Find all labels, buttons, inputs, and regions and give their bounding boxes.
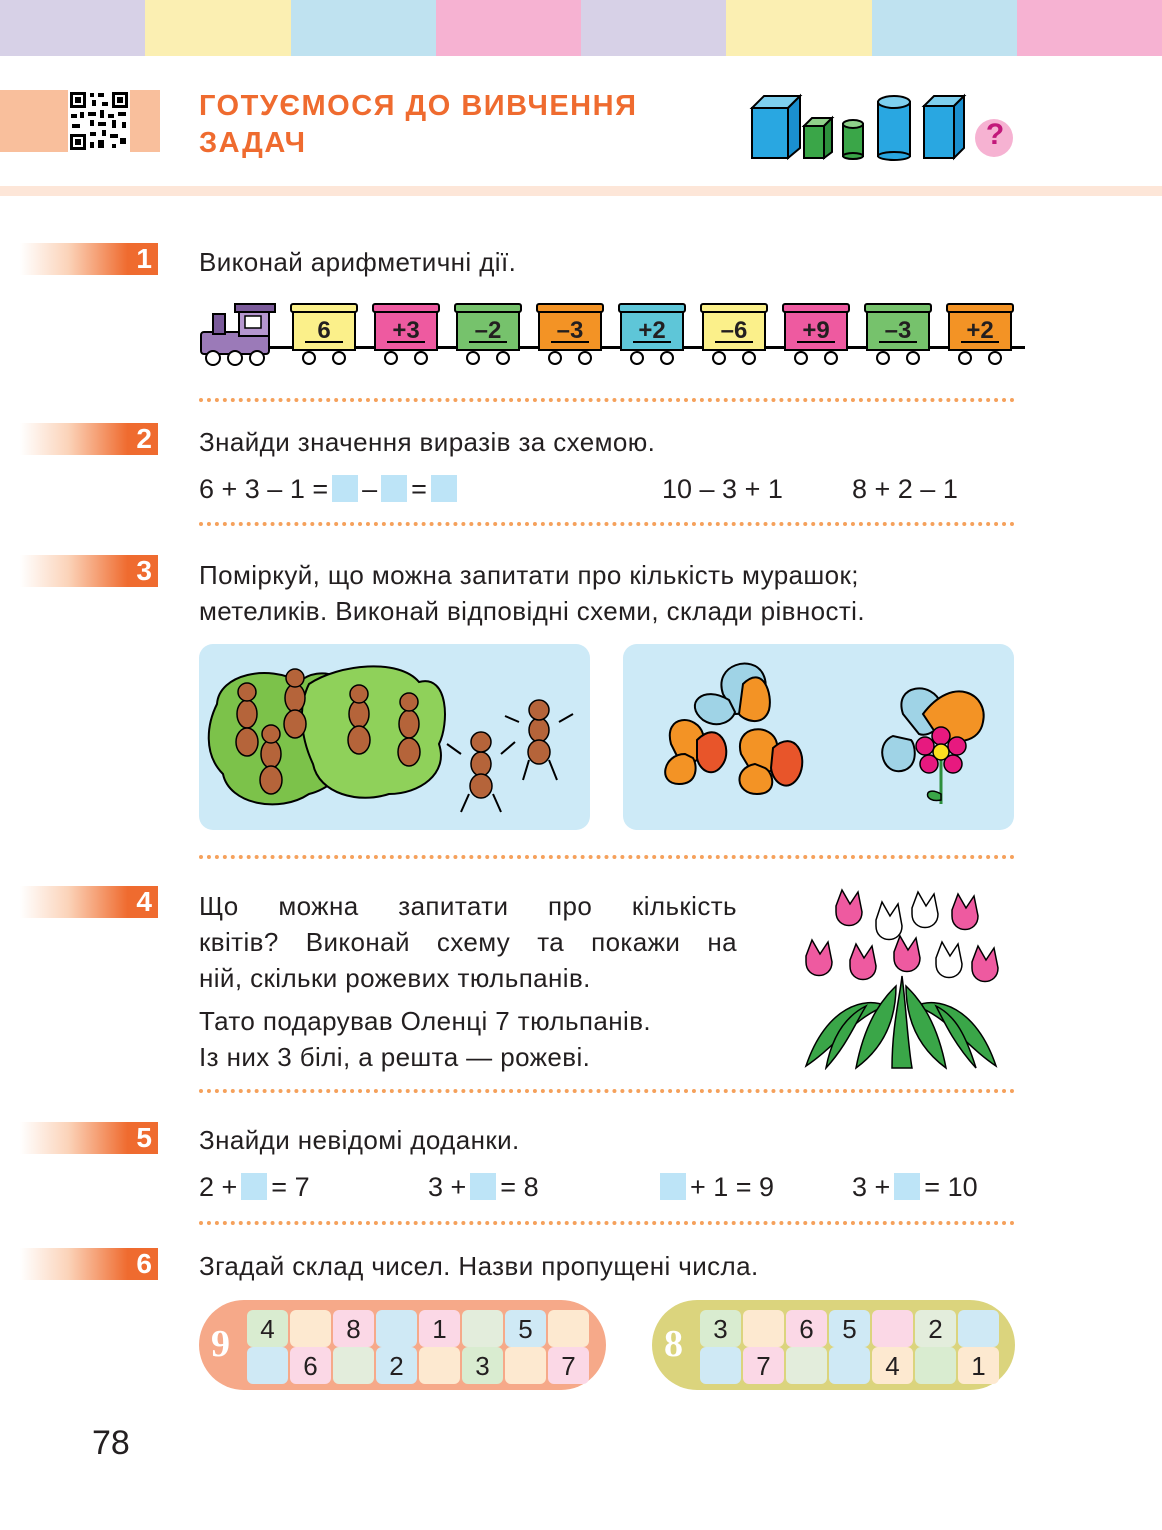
number-cell: 7 bbox=[743, 1347, 784, 1384]
task-3-text bbox=[199, 557, 1015, 629]
task-number-2: 2 bbox=[20, 423, 158, 455]
missing-number-cell[interactable] bbox=[247, 1347, 288, 1384]
page-number: 78 bbox=[92, 1424, 130, 1462]
answer-box[interactable] bbox=[431, 475, 457, 502]
equation-4 bbox=[852, 1170, 978, 1204]
strip-segment bbox=[436, 0, 581, 56]
locomotive-icon bbox=[199, 298, 289, 370]
train-wagon bbox=[367, 298, 451, 370]
equation-1-right: = 7 bbox=[271, 1172, 310, 1202]
missing-number-cell[interactable] bbox=[419, 1347, 460, 1384]
missing-number-cell[interactable] bbox=[376, 1310, 417, 1347]
task-4-line-5: Із них 3 білі, а решта — рожеві. bbox=[199, 1042, 591, 1072]
missing-number-cell[interactable] bbox=[462, 1310, 503, 1347]
strip-number: 8 bbox=[664, 1323, 683, 1365]
task-5-text: Знайди невідомі доданки. bbox=[199, 1125, 520, 1155]
dotted-divider bbox=[199, 1089, 1015, 1093]
header-divider bbox=[0, 186, 1162, 196]
train-wagon bbox=[285, 298, 369, 370]
number-cell: 6 bbox=[786, 1310, 827, 1347]
expression-2: 10 – 3 + 1 bbox=[662, 474, 783, 504]
task-4-line-2: квітів? Виконай схему та покажи на bbox=[199, 927, 737, 957]
minus-sign: – bbox=[362, 474, 378, 504]
task-3-line-2: метеликів. Виконай відповідні схеми, склади рівності. bbox=[199, 596, 865, 626]
number-cell: 1 bbox=[419, 1310, 460, 1347]
wagon-label: –6 bbox=[720, 317, 748, 344]
missing-number-cell[interactable] bbox=[872, 1310, 913, 1347]
strip-segment bbox=[0, 0, 145, 56]
number-cell: 3 bbox=[462, 1347, 503, 1384]
tulips-illustration bbox=[796, 886, 1008, 1070]
butterflies-illustration bbox=[623, 644, 1014, 830]
answer-box[interactable] bbox=[470, 1173, 496, 1200]
strip-segment bbox=[1017, 0, 1162, 56]
wagon-label: +2 bbox=[966, 317, 994, 344]
equals-sign: = bbox=[411, 474, 427, 504]
equation-2-left: 3 + bbox=[428, 1172, 467, 1202]
number-cell: 1 bbox=[958, 1347, 999, 1384]
answer-box[interactable] bbox=[332, 475, 358, 502]
train-illustration bbox=[199, 298, 1024, 370]
train-wagon bbox=[777, 298, 861, 370]
task-number-5: 5 bbox=[20, 1122, 158, 1154]
expression-1 bbox=[199, 472, 461, 506]
task-number-1: 1 bbox=[20, 243, 158, 275]
strip-segment bbox=[581, 0, 726, 56]
train-wagon bbox=[613, 298, 697, 370]
task-number-4: 4 bbox=[20, 886, 158, 918]
number-cell: 2 bbox=[915, 1310, 956, 1347]
train-wagon bbox=[695, 298, 779, 370]
train-wagon bbox=[859, 298, 943, 370]
missing-number-cell[interactable] bbox=[915, 1347, 956, 1384]
number-cell: 5 bbox=[505, 1310, 546, 1347]
equation-1 bbox=[199, 1170, 310, 1204]
answer-box[interactable] bbox=[660, 1173, 686, 1200]
task-4-line-4: Тато подарував Оленці 7 тюльпанів. bbox=[199, 1006, 652, 1036]
train-wagon bbox=[531, 298, 615, 370]
page-title bbox=[199, 88, 739, 162]
task-number-3: 3 bbox=[20, 555, 158, 587]
wagon-label: +2 bbox=[638, 317, 666, 344]
equation-2-right: = 8 bbox=[500, 1172, 539, 1202]
missing-number-cell[interactable] bbox=[548, 1310, 589, 1347]
task-3-line-1: Поміркуй, що можна запитати про кількість мурашок; bbox=[199, 560, 859, 590]
missing-number-cell[interactable] bbox=[333, 1347, 374, 1384]
equation-3 bbox=[656, 1170, 774, 1204]
equation-4-right: = 10 bbox=[924, 1172, 978, 1202]
task-number-6: 6 bbox=[20, 1248, 158, 1280]
missing-number-cell[interactable] bbox=[958, 1310, 999, 1347]
missing-number-cell[interactable] bbox=[786, 1347, 827, 1384]
wagon-label: –2 bbox=[474, 317, 502, 344]
task-1-text: Виконай арифметичні дії. bbox=[199, 247, 517, 277]
task-6-text: Згадай склад чисел. Назви пропущені числа. bbox=[199, 1251, 759, 1281]
dotted-divider bbox=[199, 522, 1015, 526]
wagon-label: +9 bbox=[802, 317, 830, 344]
strip-number: 9 bbox=[211, 1323, 230, 1365]
wagon-label: +3 bbox=[392, 317, 420, 344]
wagon-label: 6 bbox=[317, 317, 331, 344]
question-mark: ? bbox=[985, 118, 1005, 151]
train-wagon bbox=[449, 298, 533, 370]
strip-segment bbox=[145, 0, 290, 56]
ants-on-leaves-illustration bbox=[199, 644, 590, 830]
task-4-line-1: Що можна запитати про кількість bbox=[199, 891, 737, 921]
task-4-story bbox=[199, 1003, 759, 1075]
number-cell: 2 bbox=[376, 1347, 417, 1384]
expression-1-left: 6 + 3 – 1 = bbox=[199, 474, 329, 504]
number-strip-8 bbox=[652, 1300, 1015, 1390]
answer-box[interactable] bbox=[381, 475, 407, 502]
number-cell: 5 bbox=[829, 1310, 870, 1347]
number-cell: 4 bbox=[247, 1310, 288, 1347]
title-line-2: ЗАДАЧ bbox=[199, 127, 307, 159]
expression-3: 8 + 2 – 1 bbox=[852, 474, 958, 504]
equation-2 bbox=[428, 1170, 539, 1204]
missing-number-cell[interactable] bbox=[829, 1347, 870, 1384]
equation-3-right: + 1 = 9 bbox=[690, 1172, 775, 1202]
top-color-strip bbox=[0, 0, 1162, 56]
answer-box[interactable] bbox=[894, 1173, 920, 1200]
missing-number-cell[interactable] bbox=[743, 1310, 784, 1347]
dotted-divider bbox=[199, 398, 1015, 402]
task-2-text: Знайди значення виразів за схемою. bbox=[199, 427, 656, 457]
dotted-divider bbox=[199, 1221, 1015, 1225]
number-cell: 3 bbox=[700, 1310, 741, 1347]
number-cell: 7 bbox=[548, 1347, 589, 1384]
number-cell: 8 bbox=[333, 1310, 374, 1347]
strip-segment bbox=[291, 0, 436, 56]
missing-number-cell[interactable] bbox=[505, 1347, 546, 1384]
wagon-label: –3 bbox=[556, 317, 584, 344]
answer-box[interactable] bbox=[241, 1173, 267, 1200]
train-wagon bbox=[941, 298, 1025, 370]
missing-number-cell[interactable] bbox=[700, 1347, 741, 1384]
wagon-label: –3 bbox=[884, 317, 912, 344]
ants-picture bbox=[199, 644, 590, 830]
strip-segment bbox=[726, 0, 871, 56]
number-cell: 4 bbox=[872, 1347, 913, 1384]
number-cell: 6 bbox=[290, 1347, 331, 1384]
task-4-line-3: ній, скільки рожевих тюльпанів. bbox=[199, 963, 591, 993]
equation-4-left: 3 + bbox=[852, 1172, 891, 1202]
title-line-1: ГОТУЄМОСЯ ДО ВИВЧЕННЯ bbox=[199, 90, 638, 122]
equation-1-left: 2 + bbox=[199, 1172, 238, 1202]
qr-code-icon[interactable] bbox=[68, 90, 130, 152]
missing-number-cell[interactable] bbox=[290, 1310, 331, 1347]
task-4-question bbox=[199, 888, 737, 996]
strip-segment bbox=[872, 0, 1017, 56]
number-strip-9 bbox=[199, 1300, 606, 1390]
dotted-divider bbox=[199, 855, 1015, 859]
butterflies-picture bbox=[623, 644, 1014, 830]
